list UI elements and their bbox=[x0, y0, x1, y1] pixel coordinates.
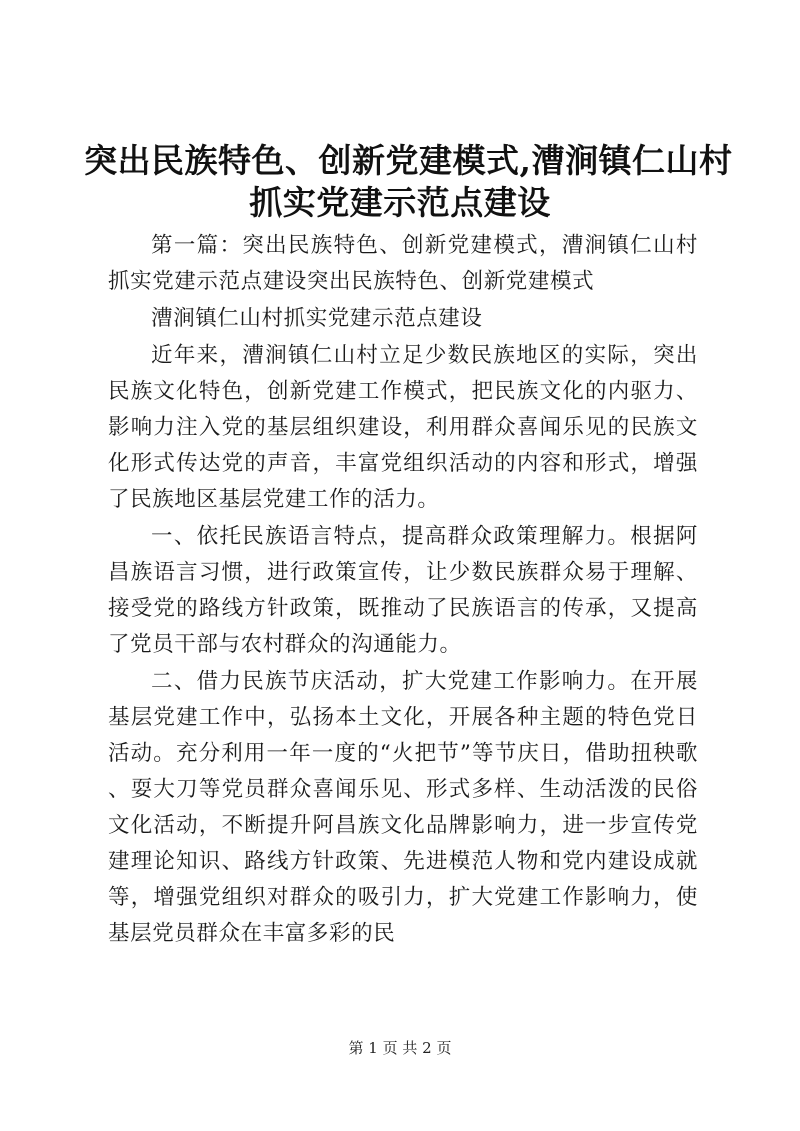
paragraph-subtitle: 漕涧镇仁山村抓实党建示范点建设 bbox=[151, 306, 483, 331]
paragraph-series-heading: 第一篇：突出民族特色、创新党建模式，漕涧镇仁山村抓实党建示范点建设突出民族特色、创新党建模式 bbox=[108, 233, 698, 294]
document-body bbox=[108, 228, 698, 952]
paragraph-section-two: 二、借力民族节庆活动，扩大党建工作影响力。在开展基层党建工作中，弘扬本土文化，开展各种主题的特色党日活动。充分利用一年一度的“火把节”等节庆日，借助扭秧歌、耍大刀等党员群众喜闻乐见、形式多样、生动活泼的民俗文化活动，不断提升阿昌族文化品牌影响力，进一步宣传党建理论知识、路线方针政策、先进模范人物和党内建设成就等，增强党组织对群众的吸引力，扩大党建工作影响力，使基层党员群众在丰富多彩的民 bbox=[108, 669, 698, 946]
paragraph-section-one: 一、依托民族语言特点，提高群众政策理解力。根据阿昌族语言习惯，进行政策宣传，让少数民族群众易于理解、接受党的路线方针政策，既推动了民族语言的传承，又提高了党员干部与农村群众的沟通能力。 bbox=[108, 524, 698, 657]
document-title-line-1: 突出民族特色、创新党建模式,漕涧镇仁山村 bbox=[84, 141, 733, 180]
page-number-footer: 第 1 页 共 2 页 bbox=[348, 1039, 452, 1057]
document-title-line-2: 抓实党建示范点建设 bbox=[249, 183, 551, 222]
paragraph-intro: 近年来，漕涧镇仁山村立足少数民族地区的实际，突出民族文化特色，创新党建工作模式，把民族文化的内驱力、影响力注入党的基层组织建设，利用群众喜闻乐见的民族文化形式传达党的声音，丰富党组织活动的内容和形式，增强了民族地区基层党建工作的活力。 bbox=[108, 343, 698, 512]
